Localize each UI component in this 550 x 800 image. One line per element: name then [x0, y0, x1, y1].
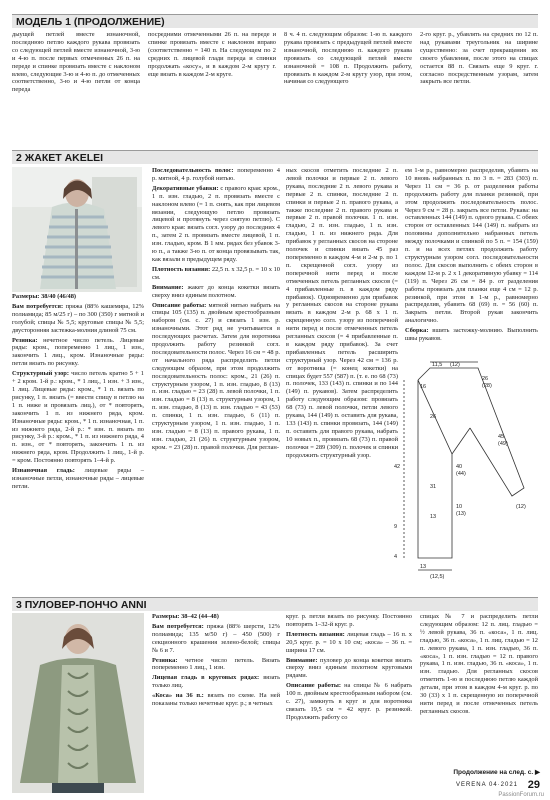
page-number: 29 — [527, 779, 540, 791]
density-text: 22,5 п. х 32,5 р. = 10 х 10 см. — [152, 265, 280, 281]
cable-label: «Коса» на 36 п.: — [152, 692, 204, 700]
model1-column-4 — [420, 31, 538, 149]
model3-rib — [152, 657, 280, 673]
diagram-label: 31 — [430, 484, 437, 490]
magazine-name: VERENA 04·2021 — [455, 782, 518, 788]
model2-column-3a — [286, 167, 398, 459]
model2-attention — [152, 284, 280, 300]
model3-column-2 — [152, 613, 280, 791]
model2-rib — [12, 337, 144, 369]
model3-stockinette — [152, 674, 280, 690]
assembly-text: вшить застежку-молнию. Выполнить швы рукавов. — [405, 327, 538, 343]
materials-label: Вам потребуется: — [12, 302, 64, 310]
materials-label: Вам потребуется: — [152, 622, 204, 630]
model3-column-3 — [286, 613, 412, 791]
diagram-label: 9 — [394, 524, 398, 530]
stockinette-text: лицевые ряды – изнаночные петли, изнаночные ряды – лицевые петли. — [12, 467, 144, 490]
diagram-label: (13) — [456, 511, 466, 517]
rib-label: Резинка: — [12, 336, 38, 344]
diagram-label: (44) — [456, 471, 466, 477]
rib-label: Резинка: — [152, 656, 178, 664]
diagram-sleeve-outline — [418, 368, 524, 496]
diagram-label: (12) — [450, 362, 460, 368]
stripes-text: попеременно 4 р. мятной, 4 р. голубой нитью. — [152, 167, 280, 182]
diagram-label: 26 — [430, 414, 437, 420]
model1-column-2 — [148, 31, 276, 149]
sizes-value: 38–42 (44–48) — [181, 613, 219, 620]
diagram-label: 40 — [456, 464, 463, 470]
model2-stripes — [152, 167, 280, 183]
density-label: Плотность вязания: — [286, 630, 345, 638]
diagram-label: 45 — [498, 434, 505, 440]
density-label: Плотность вязания: — [152, 265, 211, 273]
model2-sleeves-text: ем 1-м р., равномерно распределив, убавить на 10 вновь набранных п. по 3 п. = 283 (303) п. Через 11 см = 36 р. от разделения работы продолжить работу для планки резинкой, при этом продолжить последовательность полос. Через 9 см = 28 р. закрыть все петли. Рукава: на оставленных 144 (149) п. одного рукава. С обеих сторон от оставленных 144 (149) п. набрать из половины дополнительно набранных петель между полочками и спинкой по 5 п. = 154 (159) п. и на всех петлях продолжить работу структурным узором согл. последовательности полос. Для скосов выполнить с обеих сторон в каждом 12-м р. 2 х 1 декоративную убавку = 114 (119) п. Через 26 см = 84 р. от разделения работы провязать для планки еще 4 см = 12 р. резинкой, при этом в 1-м р., равномерно распределив, убавить 68 (69) п. = 56 (60) п. Закрыть петли. Второй рукав закончить аналогично. — [405, 167, 538, 325]
diagram-label: 13 — [430, 514, 437, 520]
work-label: Описание работы: — [152, 301, 207, 309]
attention-text: пуловер до конца кокетки вязать сверху вниз единым полотном круговыми рядами. — [286, 656, 412, 680]
model1-text-4: 2-го круг. р., убавлять на средних по 12 п. над рукавами треугольник на ширине существенно: за счет прекращения их своего убавления, после этого на спицах остается 88 п. Связать еще 9 круг. г. согласно посредственным узорам, затем закрыть все петли. — [420, 31, 538, 86]
materials-text: пряжа (88% кашемира, 12% полиамида; 85 м/25 г) – по 300 (350) г мятной и голубой; спицы № 5,5; круговые спицы № 5,5; двусторонняя застежка-молния длиной 75 см. — [12, 302, 144, 334]
structure-text: число петель кратно 5 + 1 + 2 кром. 1-й р.: кром., * 1 лиц., 1 изн. + 3 изн., 1 лиц. Лицевые ряды: кром., * 1 п. вязать по рисунку, 1 п. вязать (= ввести спицу в петлю на 1 п. ниже и провязать лиц.), от * повторять, закончить 1 п. из нижнего ряда, кром. Изнаночные ряды: кром., * 1 п. изнаночная, 1 п. из нижнего ряда, 2-й р.: * изн. п. вязать по рисунку, 3-й р.: кром., * 1 п. из нижнего ряда, 4 п. изн., от * повторять, закончить 1 п. из нижнего ряда, кром. Продолжить 1 лиц., 1-й р. = кром. Постоянно повторять 1–4-й р. — [12, 370, 144, 465]
section-heading-model1: МОДЕЛЬ 1 (ПРОДОЛЖЕНИЕ) — [12, 14, 538, 28]
attention-text: жакет до конца кокетки вязать сверху вниз единым полотном. — [152, 283, 280, 299]
sizes-label: Размеры: — [152, 613, 180, 620]
sizes-label: Размеры: — [12, 293, 40, 300]
section-heading-model2: 2 ЖАКЕТ AKELEI — [12, 150, 538, 164]
work-text: на спицы № 6 набрать 100 п. двойным крестообразным набором (см. с. 27), замкнуть в круг и для воротника связать 19,5 см = 42 круг. р. резинкой. Продолжить работу со — [286, 682, 412, 721]
stockinette-text: вязать только лиц. — [152, 674, 280, 690]
model2-work — [152, 302, 280, 452]
cable-text: вязать по схеме. На ней показаны только нечетные круг. р.; в четных — [152, 692, 281, 708]
diagram-label: 4 — [394, 554, 398, 560]
model2-photo — [12, 167, 142, 292]
model3-column-4 — [420, 613, 538, 765]
model1-column-1 — [12, 31, 140, 149]
model2-column-2 — [152, 167, 280, 567]
model2-decreases — [152, 185, 280, 264]
model2-structure — [12, 370, 144, 465]
decreases-label: Декоративные убавки: — [152, 184, 219, 192]
sizes-value: 38/40 (46/48) — [41, 293, 77, 300]
diagram-label: 26 — [482, 376, 489, 382]
model3-density — [286, 631, 412, 655]
model3-work — [286, 682, 412, 722]
model3-raglan-text: спицах № 7 и распределить петли следующим образом: 12 п. лиц. гладью = ½ левой рукава, 36 п. «коса», 1 п. лиц. гладью, 36 п. «коса», 1 п. лиц. гладью = 12 п. левого рукава, 1 п. изн. гладью, 36 п. «коса», 1 п. изн. гладью = 12 п. правого рукава, 1 п. изн. гладью, 36 п. «коса», 1 п. изн. гладью. Для регланных скосов отметить 1-ю и последнюю петлю каждой детали, при этом в каждом 4-м круг. р. по 30 (33) х 1 п. скрещенную из поперечной нити перед и после отмеченных петель регланных скосов. — [420, 613, 538, 715]
model1-text-2: посредними отмеченными 26 п. на переде и спинке провязать вместе с наклоном вправо (соответственно = 140 п. На следующем по 2 средних п. лицевой глади переда и спинки продолжать «косу», и в каждом 2-м кругу г. еще вязать в каждом 2-м круге. — [148, 31, 276, 78]
model2-raglan-text: ных скосов отметить последние 2 п. левой полочки и первые 2 п. левого рукава, последние 2 п. левого рукава и первые 2 п. спинки, последние 2 п. спинки и первые 2 п. правого рукава, а также последние 2 п. правого рукава и первые 2 п. правой полочки. 1 п. изн. гладью, 2 п. изн. гладью, 1 п. изн. гладью, 1 п. из нижнего ряда. Для прибавок у регланных скосов на стороне полочек и спинки вязать 45 раз попеременно в каждом 4-м и 2-м р. по 1 п. скрещенной согл. узору из поперечной нити перед и после отмеченных петель регланных скосов (= 4 прибавленные п. в каждом ряду прибавок). Одновременно для прибавок у регланных скосов на стороне рукава вязать в каждом 2-м р. 68 х 1 п. скрещенную согл. узору из поперечной нити перед и после отмеченных петель регланных скосов (= 4 прибавленные п. в каждом ряду прибавок). За счет прибавленных петель расширить структурный узор. Через 42 см = 136 р. от воротника (= конец кокетки) на спицах будет 557 (587) п. (т. е. по 68 (73) п. полочек, 133 (143) п. спинки и по 144 (149) п. рукавов). Затем распределить работу следующим образом: провязать 68 (73) п. левой полочки, петли левого рукава, 144 (149) п. оставить для рукава, 133 (143) п. спинки провязать, 144 (149) п. оставить для правого рукава, набрать 10 новых п., провязать 68 (73) п. правой полочки = 289 (309) п. полочек и спинки продолжить структурный узор. — [286, 167, 398, 459]
structure-label: Структурный узор: — [12, 370, 69, 378]
assembly-label: Сборка: — [405, 327, 429, 335]
model3-attention — [286, 657, 412, 681]
diagram-label: 16 — [420, 384, 427, 390]
attention-label: Внимание: — [286, 656, 318, 664]
model2-materials — [12, 303, 144, 335]
diagram-label: (12,5) — [430, 574, 445, 580]
rib-text: нечетное число петель. Лицевые ряды: кром., попеременно 1 лиц., 1 изн., закончить 1 лиц., кром. Изнаночные ряды: петли вязать по рисунку. — [12, 336, 144, 368]
model2-stockinette — [12, 467, 144, 491]
model2-assembly — [405, 327, 538, 343]
attention-label: Внимание: — [152, 283, 184, 291]
model3-cable — [152, 692, 280, 708]
model2-sizes — [12, 293, 144, 301]
diagram-label: 11,5 — [432, 362, 443, 368]
diagram-label: (12) — [516, 504, 526, 510]
model2-column-1 — [12, 293, 144, 568]
model2-column-4 — [405, 167, 538, 357]
model1-text-3: 8 ч. 4 п. следующим образом: 1-ю п. каждого рукава провязать с предыдущей петлей вместе изнаночной, последнюю п. каждого рукава провязать со следующей петлей вместе изнаночной = 108 п. Продолжить работу, провязать в каждом 2-м кругу узор, при этом, начиная со следующего — [284, 31, 412, 86]
diagram-label: 13 — [420, 564, 427, 570]
diagram-label: 10 — [456, 504, 463, 510]
materials-text: пряжа (88% шерсти, 12% полиамида; 135 м/50 г) – 450 (500) г секционного крашения зелено-белой; спицы № 6 и 7. — [152, 622, 280, 654]
work-label: Описание работы: — [286, 682, 341, 690]
diagram-label: 42 — [394, 464, 401, 470]
model2-density — [152, 266, 280, 282]
model3-materials — [152, 623, 280, 655]
density-text: лицевая гладь – 16 п. х 20,5 круг. р. = 10 х 10 см; «коса» – 36 п. = ширина 17 см. — [286, 630, 412, 654]
diagram-label: (49) — [498, 441, 508, 447]
watermark: PassionForum.ru — [498, 792, 544, 798]
stockinette-label: Изнаночная гладь: — [12, 467, 75, 475]
model1-text-1: дыущей петлей вместе изнаночной, последнюю петлю каждого рукава провязать со следующей петлей вместе изнаночной, 3-ю и 4-ю п. после первых отмеченных 26 п. на переде и спинке провязать вместе с наклоном влево, следующие 3-ю и 4-ю п. до отмеченных соответственно, 3-ю и 4-ю петли от конца переда — [12, 31, 140, 94]
diagram-label: (28) — [482, 383, 492, 389]
rib-text: четное число петель. Вязать попеременно 1 лиц., 1 изн. — [152, 656, 280, 672]
diagram-front-outline — [418, 380, 452, 558]
continuation-note: Продолжение на след. с. ▶ — [453, 769, 540, 776]
pattern-diagram — [390, 358, 540, 580]
model3-sizes — [152, 613, 280, 621]
model1-column-3 — [284, 31, 412, 149]
stockinette-label: Лицевая гладь в круговых рядах: — [152, 674, 260, 682]
section-heading-model3: 3 ПУЛОВЕР-ПОНЧО ANNI — [12, 597, 538, 611]
model3-repeat-text: круг. р. петли вязать по рисунку. Постоянно повторять 1–32-й круг. р. — [286, 613, 412, 628]
work-text: мятной нитью набрать на спицы 105 (135) п. двойным крестообразным набором (см. с. 27) и связать 1 изн. р. изнаночными. Этот ряд не учитывается в последующих расчетах. Затем для воротника продолжить работу резинкой согл. последовательности полос. Через 16 см = 48 р. от начального ряда распределить петли следующим образом, при этом продолжить последовательность полос: кром., 21 (26) п. структурным узором, 1 п. изн. гладью, 8 (13) п. изн. гладью = 23 (28) п. левой полочки, 1 п. изн. гладью = 8 (13) п. структурным узором, 1 п. изн. гладью, 8 (13) п. изн. гладью = 43 (53) п. спинки, 1 п. изн. гладью, 6 (11) п. структурным узором, 1 п. изн. гладью, 1 п. изн. гладью = 8 (13) п. правого рукава, 1 п. изн. гладью, 21 (26) п. структурным узором, кром. = 23 (28) п. правой полочки. Для реглан- — [152, 301, 280, 451]
page-footer — [380, 768, 540, 794]
stripes-label: Последовательность полос: — [152, 167, 234, 174]
model3-photo — [12, 613, 144, 793]
decreases-text: с правого края: кром., 1 п. изн. гладью, 2 п. провязать вместе с наклоном влево (= 1 п. снять, как при лицевом вязании, следующую петлю провязать лицевой и протянуть через снятую петлю). С левого края: вязать согл. узору до последних 4 п., затем 2 п. провязать вместе лицевой, 1 п. изн. гладью, кром. В 1 мм. рядах без убавок 3-ю п., а также 3-ю п. от конца провязывать так, как вязали в предыдущем ряду. — [152, 184, 280, 263]
